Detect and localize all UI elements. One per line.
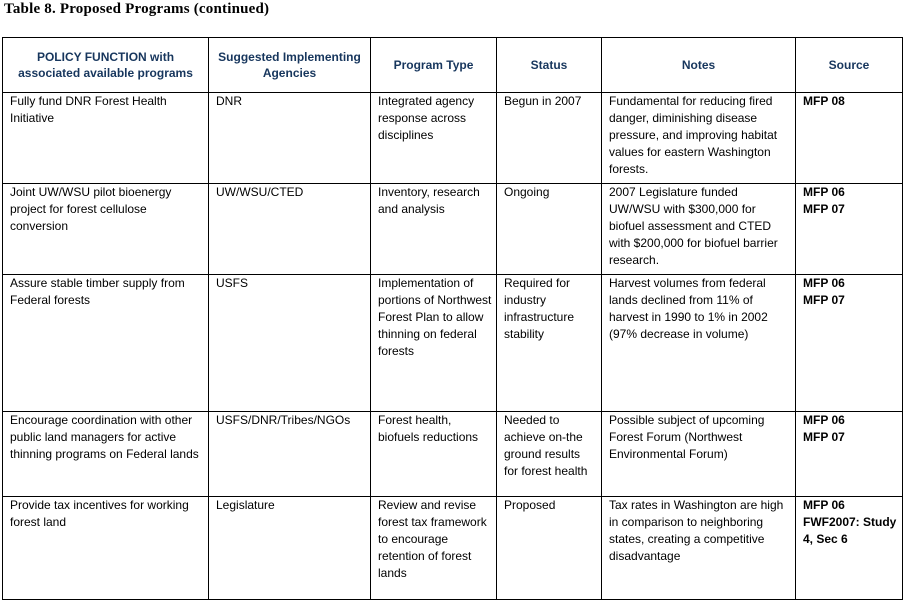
- table-row: [3, 275, 903, 412]
- status-cell: Required for industry infrastructure stability: [497, 275, 602, 412]
- program-type-cell: Inventory, research and analysis: [371, 184, 497, 275]
- source-entry: MFP 07: [803, 292, 845, 307]
- source-cell: [796, 93, 903, 184]
- header-program-type: Program Type: [371, 38, 497, 93]
- table-row: [3, 497, 903, 600]
- header-row: [3, 38, 903, 93]
- status-cell: Begun in 2007: [497, 93, 602, 184]
- source-entry: MFP 06: [803, 498, 845, 512]
- source-entry: MFP 06: [803, 185, 845, 199]
- source-cell: [796, 497, 903, 600]
- policy-cell: Assure stable timber supply from Federal forests: [3, 275, 209, 412]
- table-row: [3, 93, 903, 184]
- source-entry: MFP 07: [803, 201, 845, 216]
- table-row: [3, 412, 903, 497]
- proposed-programs-table: [2, 37, 903, 600]
- source-cell: [796, 412, 903, 497]
- source-entry: FWF2007: Study 4, Sec 6: [803, 514, 897, 546]
- program-type-cell: Implementation of portions of Northwest Forest Plan to allow thinning on federal forests: [371, 275, 497, 412]
- notes-cell: Fundamental for reducing fired danger, diminishing disease pressure, and improving habitat values for eastern Washington forests.: [602, 93, 796, 184]
- notes-cell: Tax rates in Washington are high in comparison to neighboring states, creating a competitive disadvantage: [602, 497, 796, 600]
- policy-cell: Encourage coordination with other public land managers for active thinning programs on Federal lands: [3, 412, 209, 497]
- source-cell: [796, 275, 903, 412]
- policy-cell: Provide tax incentives for working forest land: [3, 497, 209, 600]
- notes-cell: Possible subject of upcoming Forest Forum (Northwest Environmental Forum): [602, 412, 796, 497]
- source-entry: MFP 08: [803, 94, 845, 108]
- program-type-cell: Review and revise forest tax framework to encourage retention of forest lands: [371, 497, 497, 600]
- notes-cell: Harvest volumes from federal lands declined from 11% of harvest in 1990 to 1% in 2002 (97% decrease in volume): [602, 275, 796, 412]
- table-row: [3, 184, 903, 275]
- agencies-cell: Legislature: [209, 497, 371, 600]
- header-status: Status: [497, 38, 602, 93]
- notes-cell: 2007 Legislature funded UW/WSU with $300,000 for biofuel assessment and CTED with $200,000 for biofuel barrier research.: [602, 184, 796, 275]
- policy-cell: Fully fund DNR Forest Health Initiative: [3, 93, 209, 184]
- source-entry: MFP 06: [803, 276, 845, 290]
- header-source: Source: [796, 38, 903, 93]
- header-notes: Notes: [602, 38, 796, 93]
- program-type-cell: Integrated agency response across disciplines: [371, 93, 497, 184]
- source-cell: [796, 184, 903, 275]
- table-caption: Table 8. Proposed Programs (continued): [4, 1, 270, 17]
- agencies-cell: USFS/DNR/Tribes/NGOs: [209, 412, 371, 497]
- agencies-cell: DNR: [209, 93, 371, 184]
- agencies-cell: UW/WSU/CTED: [209, 184, 371, 275]
- status-cell: Ongoing: [497, 184, 602, 275]
- status-cell: Needed to achieve on-the ground results for forest health: [497, 412, 602, 497]
- source-entry: MFP 07: [803, 429, 845, 444]
- policy-cell: Joint UW/WSU pilot bioenergy project for forest cellulose conversion: [3, 184, 209, 275]
- program-type-cell: Forest health, biofuels reductions: [371, 412, 497, 497]
- header-implementing-agencies: Suggested Implementing Agencies: [209, 38, 371, 93]
- agencies-cell: USFS: [209, 275, 371, 412]
- header-policy-function: POLICY FUNCTION with associated available programs: [3, 38, 209, 93]
- source-entry: MFP 06: [803, 413, 845, 427]
- status-cell: Proposed: [497, 497, 602, 600]
